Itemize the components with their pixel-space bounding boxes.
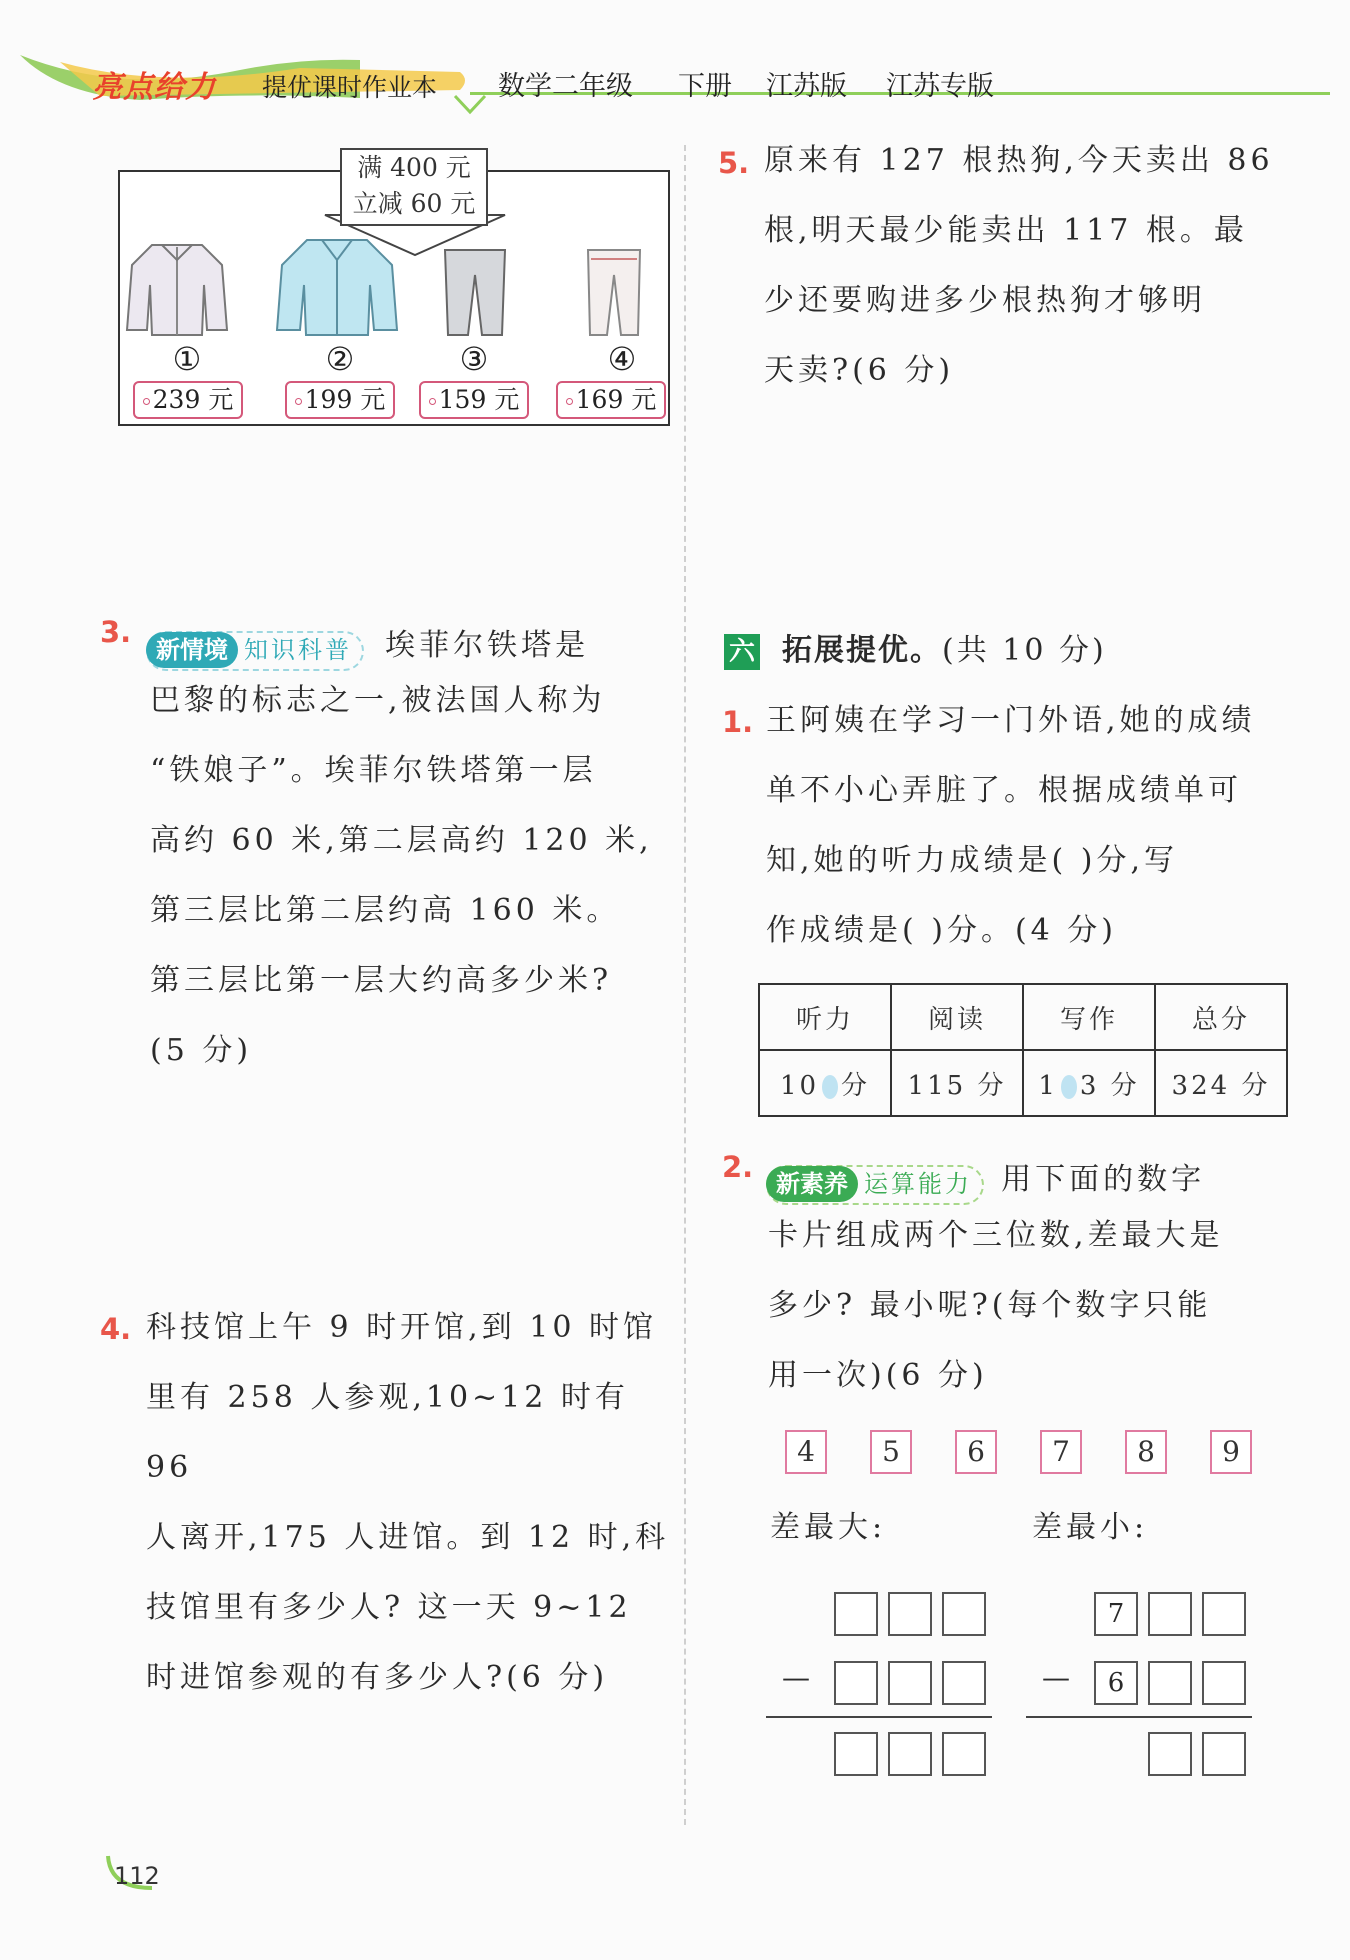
item-number: ① xyxy=(172,340,202,378)
header-grade: 数学二年级 xyxy=(498,71,633,102)
answer-box[interactable] xyxy=(942,1592,986,1636)
score-header-row xyxy=(759,984,1287,1050)
min-diff-label: 差最小: xyxy=(1032,1510,1149,1545)
answer-box[interactable] xyxy=(1148,1661,1192,1705)
section-six-title: 拓展提优。 xyxy=(782,633,942,668)
header-edition: 江苏版 xyxy=(766,71,847,102)
total-cell: 324 分 xyxy=(1155,1050,1287,1116)
writing-cell xyxy=(1023,1050,1155,1116)
trousers-icon xyxy=(440,245,510,340)
q4-line: 里有 258 人参观,10~12 时有 96 xyxy=(146,1380,629,1485)
q4-number: 4. xyxy=(100,1312,132,1346)
sign-line-2: 立减 60 元 xyxy=(352,189,476,218)
answer-box[interactable] xyxy=(1202,1661,1246,1705)
s6q2-tag-main: 新素养 xyxy=(766,1166,858,1202)
digit-card: 9 xyxy=(1210,1430,1252,1474)
price-value: 159 元 xyxy=(438,385,520,414)
price-tag xyxy=(419,381,529,419)
s6q2-text xyxy=(768,1201,1308,1411)
jacket-icon xyxy=(122,235,232,340)
pants-icon xyxy=(583,245,645,340)
stain-icon xyxy=(1061,1075,1077,1099)
q4-line: 技馆里有多少人? 这一天 9~12 xyxy=(146,1590,632,1625)
s6q1-number: 1. xyxy=(722,705,754,739)
answer-box[interactable] xyxy=(942,1732,986,1776)
answer-box[interactable] xyxy=(1148,1592,1192,1636)
answer-box[interactable] xyxy=(942,1661,986,1705)
answer-box[interactable] xyxy=(1202,1592,1246,1636)
q5-line: 根,明天最少能卖出 117 根。最 xyxy=(764,213,1248,248)
coat-icon xyxy=(272,230,402,340)
q4-line: 时进馆参观的有多少人?(6 分) xyxy=(146,1660,609,1695)
listening-left: 10 xyxy=(779,1070,820,1101)
price-tag xyxy=(285,381,395,419)
header-special: 江苏专版 xyxy=(886,71,994,102)
q3-line: 高约 60 米,第二层高约 120 米, xyxy=(150,823,653,858)
header-cell: 写作 xyxy=(1023,984,1155,1050)
s6q2-tag-sub: 运算能力 xyxy=(864,1169,972,1198)
writing-left: 1 xyxy=(1038,1070,1058,1101)
q4-line: 人离开,175 人进馆。到 12 时,科 xyxy=(146,1520,670,1555)
discount-sign xyxy=(340,148,488,226)
q5-text xyxy=(764,126,1304,406)
digit-card: 4 xyxy=(785,1430,827,1474)
section-six-score: (共 10 分) xyxy=(942,633,1107,668)
digit-card: 5 xyxy=(870,1430,912,1474)
minus-sign: — xyxy=(1042,1661,1070,1694)
q4-text xyxy=(146,1293,676,1713)
given-digit-box: 6 xyxy=(1094,1661,1138,1705)
header-volume: 下册 xyxy=(678,71,732,102)
header-cell: 总分 xyxy=(1155,984,1287,1050)
q3-tag xyxy=(146,631,364,671)
price-tag xyxy=(133,381,243,419)
item-number: ③ xyxy=(459,340,489,378)
section-six-badge: 六 xyxy=(724,634,760,670)
price-value: 169 元 xyxy=(575,385,657,414)
s6q2-line: 多少? 最小呢?(每个数字只能 xyxy=(768,1288,1212,1323)
section-six-heading xyxy=(782,628,1107,674)
q3-line: 巴黎的标志之一,被法国人称为 xyxy=(150,683,606,718)
brand-logo: 亮点给力 xyxy=(92,70,216,105)
writing-right: 3 分 xyxy=(1079,1070,1140,1101)
q3-heading xyxy=(146,611,590,664)
series-name: 提优课时作业本 xyxy=(262,73,438,102)
s6q2-number: 2. xyxy=(722,1150,754,1184)
digit-card: 7 xyxy=(1040,1430,1082,1474)
q5-line: 少还要购进多少根热狗才够明 xyxy=(764,283,1206,318)
item-number: ④ xyxy=(607,340,637,378)
s6q2-tag xyxy=(766,1165,984,1205)
q3-number: 3. xyxy=(100,615,132,649)
q3-line: “铁娘子”。埃菲尔铁塔第一层 xyxy=(150,753,597,788)
item-number: ② xyxy=(325,340,355,378)
answer-box[interactable] xyxy=(834,1732,878,1776)
s6q1-line: 作成绩是( )分。(4 分) xyxy=(766,913,1117,948)
score-value-row xyxy=(759,1050,1287,1116)
s6q2-line: 卡片组成两个三位数,差最大是 xyxy=(768,1218,1224,1253)
score-table xyxy=(758,983,1288,1117)
column-divider xyxy=(684,145,686,1825)
q3-tag-sub: 知识科普 xyxy=(244,635,352,664)
s6q1-line: 王阿姨在学习一门外语,她的成绩 xyxy=(766,703,1256,738)
s6q2-first-line: 用下面的数字 xyxy=(1001,1162,1206,1197)
price-value: 239 元 xyxy=(152,385,234,414)
answer-box[interactable] xyxy=(888,1732,932,1776)
given-digit-box: 7 xyxy=(1094,1592,1138,1636)
q5-line: 天卖?(6 分) xyxy=(764,353,955,388)
answer-box[interactable] xyxy=(834,1592,878,1636)
page-number: 112 xyxy=(114,1862,160,1890)
sign-line-1: 满 400 元 xyxy=(357,153,471,182)
q3-line: (5 分) xyxy=(150,1033,253,1068)
s6q1-line: 知,她的听力成绩是( )分,写 xyxy=(766,843,1179,878)
s6q2-line: 用一次)(6 分) xyxy=(768,1358,988,1393)
q3-text xyxy=(150,666,670,1086)
answer-box[interactable] xyxy=(1202,1732,1246,1776)
s6q1-text xyxy=(766,686,1306,966)
digit-card: 6 xyxy=(955,1430,997,1474)
stain-icon xyxy=(822,1075,838,1099)
q3-tag-main: 新情境 xyxy=(146,632,238,668)
sum-line xyxy=(1026,1716,1252,1718)
header-cell: 阅读 xyxy=(891,984,1023,1050)
q3-first-line: 埃菲尔铁塔是 xyxy=(385,628,590,663)
q5-number: 5. xyxy=(718,146,750,180)
minus-sign: — xyxy=(782,1661,810,1694)
answer-box[interactable] xyxy=(834,1661,878,1705)
s6q2-heading xyxy=(766,1145,1206,1198)
sum-line xyxy=(766,1716,992,1718)
q3-line: 第三层比第一层大约高多少米? xyxy=(150,963,613,998)
q4-line: 科技馆上午 9 时开馆,到 10 时馆 xyxy=(146,1310,657,1345)
answer-box[interactable] xyxy=(1148,1732,1192,1776)
price-value: 199 元 xyxy=(304,385,386,414)
header-cell: 听力 xyxy=(759,984,891,1050)
price-tag xyxy=(556,381,666,419)
answer-box[interactable] xyxy=(888,1592,932,1636)
listening-right: 分 xyxy=(841,1070,871,1101)
q5-line: 原来有 127 根热狗,今天卖出 86 xyxy=(764,143,1274,178)
max-diff-label: 差最大: xyxy=(770,1510,887,1545)
q3-line: 第三层比第二层约高 160 米。 xyxy=(150,893,621,928)
listening-cell xyxy=(759,1050,891,1116)
answer-box[interactable] xyxy=(888,1661,932,1705)
s6q1-line: 单不小心弄脏了。根据成绩单可 xyxy=(766,773,1242,808)
digit-card: 8 xyxy=(1125,1430,1167,1474)
reading-cell: 115 分 xyxy=(891,1050,1023,1116)
